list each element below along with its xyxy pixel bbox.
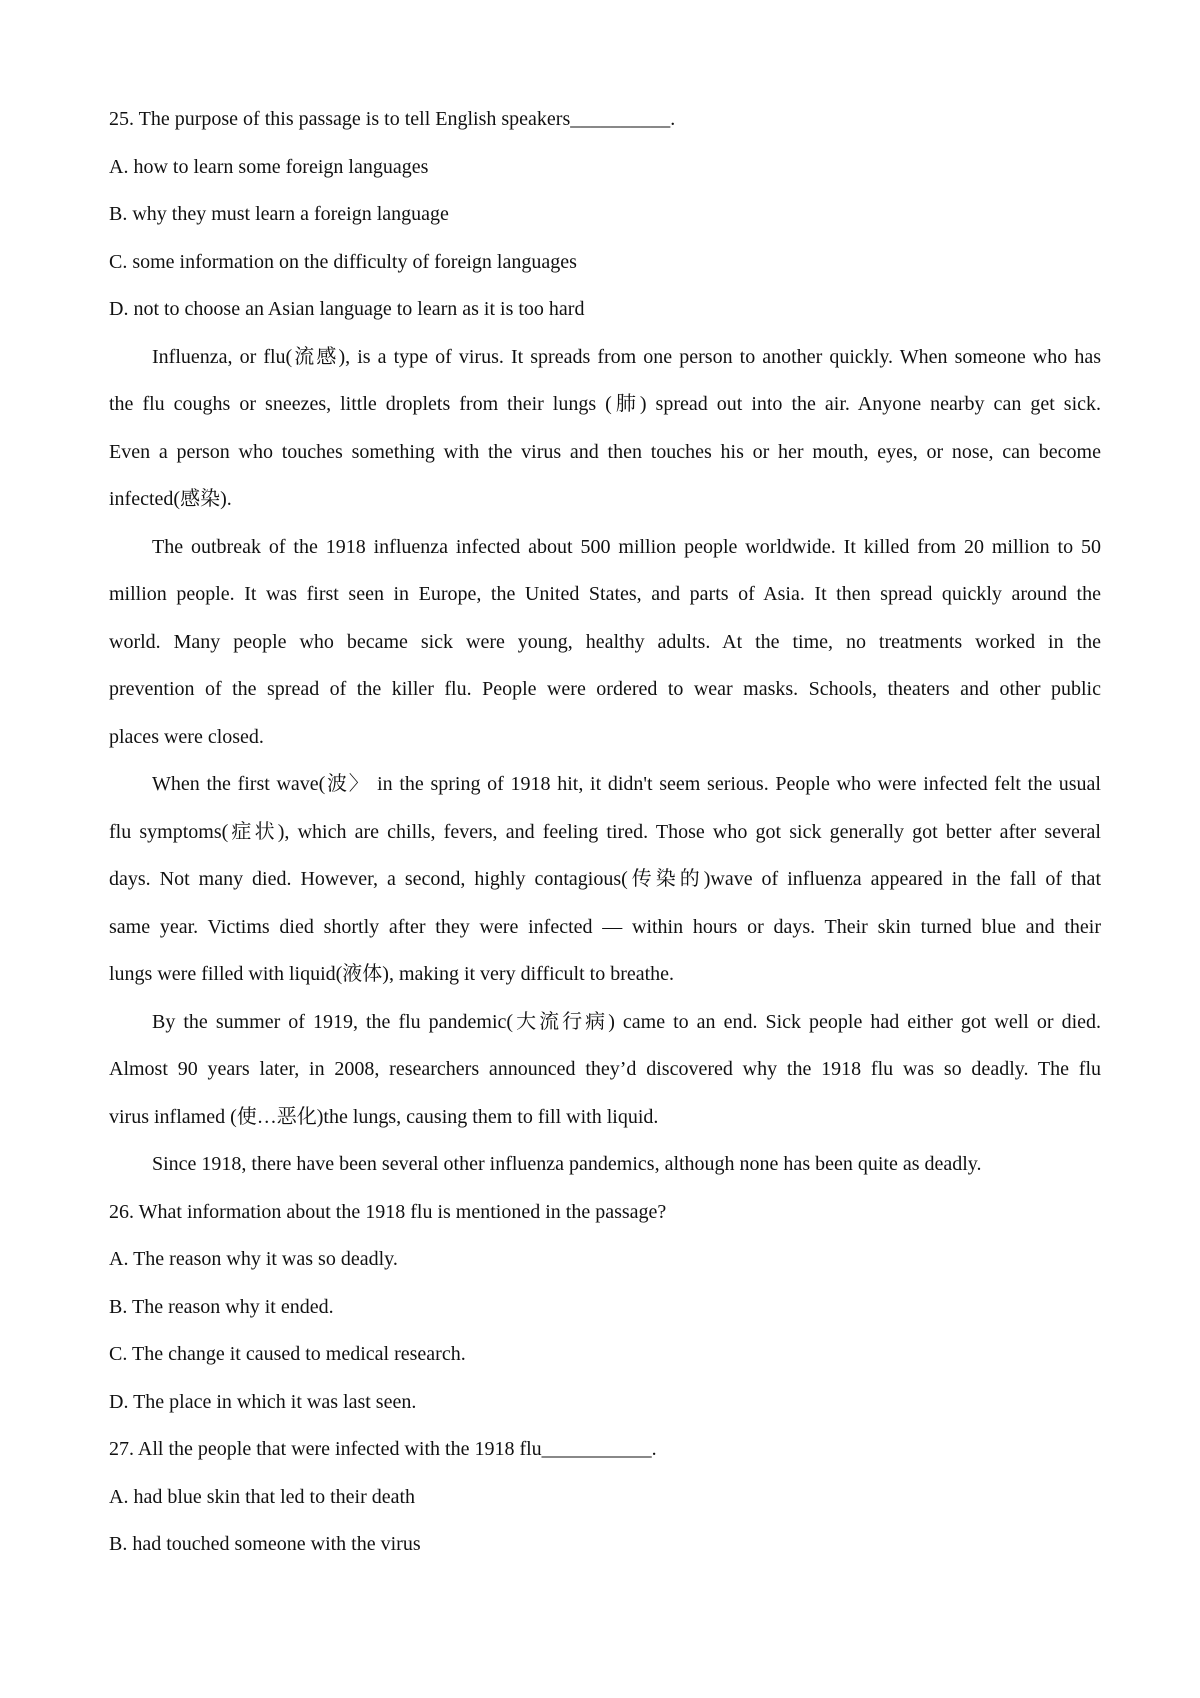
- document-page: [109, 96, 1101, 1569]
- question-26-option-c: C. The change it caused to medical research.: [109, 1343, 466, 1365]
- passage-paragraph-4: [109, 999, 1101, 1142]
- question-25-option-c: C. some information on the difficulty of foreign languages: [109, 250, 577, 273]
- question-25-option-d: D. not to choose an Asian language to learn as it is too hard: [109, 298, 585, 320]
- question-25-option-b: B. why they must learn a foreign language: [109, 203, 449, 225]
- passage-line: Since 1918, there have been several other influenza pandemics, although none has been quite as deadly.: [152, 1153, 982, 1175]
- passage-line: world. Many people who became sick were young, healthy adults. At the time, no treatments worked in the: [109, 630, 1101, 653]
- question-27-option-a: A. had blue skin that led to their death: [109, 1485, 416, 1508]
- question-25-stem: 25. The purpose of this passage is to tell English speakers__________.: [109, 108, 676, 130]
- passage-line: prevention of the spread of the killer flu. People were ordered to wear masks. Schools, theaters and other public: [109, 678, 1101, 700]
- question-27-option-b: B. had touched someone with the virus: [109, 1533, 421, 1555]
- question-26-option-b: B. The reason why it ended.: [109, 1295, 334, 1318]
- passage-line: When the first wave(波〉 in the spring of 1918 hit, it didn't seem serious. People who were infected felt the usual: [152, 773, 1101, 795]
- passage-line: Almost 90 years later, in 2008, researchers announced they’d discovered why the 1918 flu was so deadly. The flu: [109, 1058, 1101, 1080]
- passage-line: same year. Victims died shortly after they were infected — within hours or days. Their skin turned blue and their: [109, 915, 1101, 938]
- passage-line: By the summer of 1919, the flu pandemic(大流行病) came to an end. Sick people had either got well or died.: [152, 1010, 1101, 1033]
- passage-line: Influenza, or flu(流感), is a type of virus. It spreads from one person to another quickly. When someone who has: [152, 345, 1101, 368]
- question-26: [109, 1189, 1101, 1427]
- passage-line: lungs were filled with liquid(液体), making it very difficult to breathe.: [109, 963, 675, 985]
- passage-line: million people. It was first seen in Europe, the United States, and parts of Asia. It then spread quickly around the: [109, 583, 1101, 605]
- passage-line: infected(感染).: [109, 488, 232, 510]
- passage-paragraph-1: [109, 334, 1101, 524]
- question-27-stem: 27. All the people that were infected with the 1918 flu___________.: [109, 1438, 657, 1460]
- question-26-option-a: A. The reason why it was so deadly.: [109, 1248, 398, 1270]
- question-25-option-a: A. how to learn some foreign languages: [109, 155, 429, 178]
- question-26-option-d: D. The place in which it was last seen.: [109, 1390, 417, 1413]
- question-25: [109, 96, 1101, 334]
- passage-line: Even a person who touches something with the virus and then touches his or her mouth, eyes, or nose, can become: [109, 440, 1101, 463]
- question-26-stem: 26. What information about the 1918 flu is mentioned in the passage?: [109, 1200, 667, 1223]
- passage-paragraph-2: [109, 524, 1101, 762]
- passage-line: places were closed.: [109, 725, 264, 748]
- passage-line: the flu coughs or sneezes, little droplets from their lungs (肺) spread out into the air. Anyone nearby can get sick.: [109, 393, 1101, 415]
- reading-passage: [109, 334, 1101, 1189]
- passage-paragraph-5: [109, 1141, 1101, 1189]
- question-27: [109, 1426, 1101, 1569]
- passage-paragraph-3: [109, 761, 1101, 999]
- passage-line: virus inflamed (使…恶化)the lungs, causing them to fill with liquid.: [109, 1105, 659, 1128]
- passage-line: The outbreak of the 1918 influenza infected about 500 million people worldwide. It killed from 20 million to 50: [152, 535, 1101, 558]
- passage-line: flu symptoms(症状), which are chills, fevers, and feeling tired. Those who got sick generally got better after several: [109, 820, 1101, 843]
- passage-line: days. Not many died. However, a second, highly contagious(传染的)wave of influenza appeared in the fall of that: [109, 868, 1101, 890]
